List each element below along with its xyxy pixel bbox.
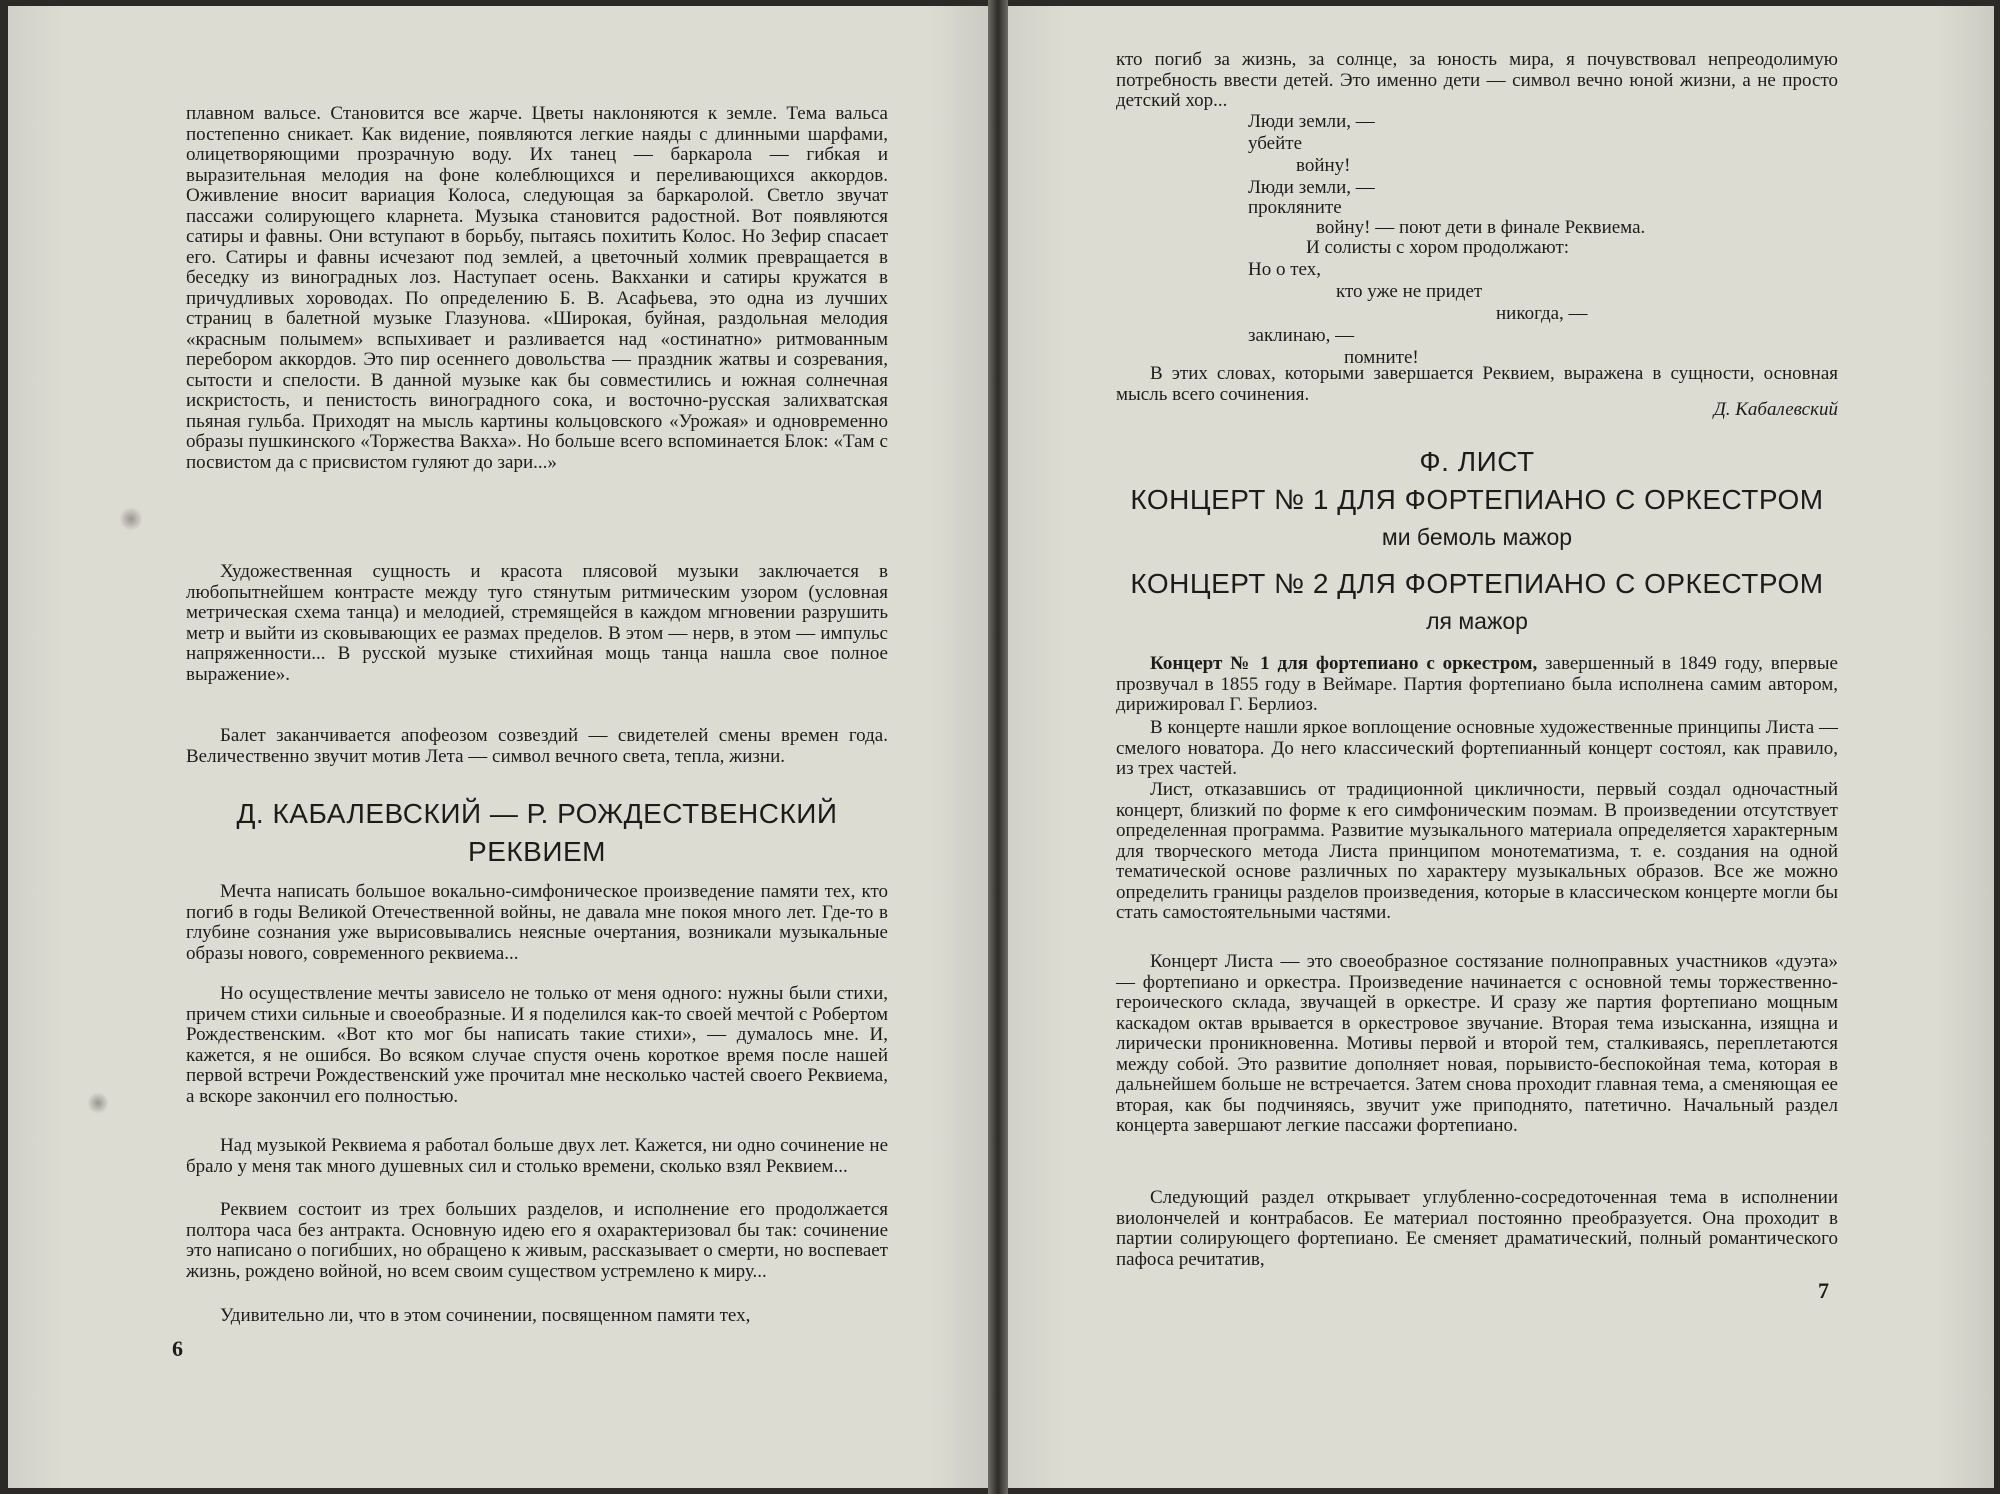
paragraph: Мечта написать большое вокально-симфоническое произведение памяти тех, кто погиб в годы Великой Отечественной войны, не давала мне покоя много лет. Где-то в глубине сознания уже вырисовывались неясные очертания, возникали музыкальные образы нового, современного реквиема... — [186, 881, 888, 964]
paragraph — [1116, 654, 1838, 716]
paragraph: Реквием состоит из трех больших разделов, и исполнение его продолжается полтора часа без антракта. Основную идею его я охарактеризовал бы так: сочинение это написано о погибших, но обращено к живым, рассказывает о смерти, но воспевает жизнь, рождено войной, но всем своим существом устремлено к миру... — [186, 1199, 888, 1282]
verse-line: войну! — [1296, 155, 1351, 176]
verse-line: И солисты с хором продолжают: — [1306, 237, 1570, 258]
paragraph: плавном вальсе. Становится все жарче. Цветы наклоняются к земле. Тема вальса постепенно сникает. Как видение, появляются легкие наяды с длинными шарфами, олицетворяющими прозрачную воду. Их танец — баркарола — гибкая и выразительная мелодия на фоне колеблющихся и переливающихся аккордов. Оживление вносит вариация Колоса, следующая за баркаролой. Светло звучат пассажи солирующего кларнета. Музыка становится радостной. Вот появляются сатиры и фавны. Они вступают в борьбу, пытаясь похитить Колос. Но Зефир спасает его. Сатиры и фавны исчезают под землей, а цветочный холмик превращается в беседку из виноградных лоз. Наступает осень. Вакханки и сатиры кружатся в причудливых хороводах. По определению Б. В. Асафьева, это одна из лучших страниц в балетной музыке Глазунова. «Широкая, буйная, раздольная мелодия «красным полымем» вспыхивает и разливается над «остинатно» ритмованным перебором аккордов. Это пир осеннего довольства — праздник жатвы и созревания, сытости и спелости. В данной музыке как бы совместились и южная солнечная искристость, и пенистость виноградного сока, и восточно-русская залихватская пьяная гульба. Приходят на мысль картины кольцовского «Урожая» и одновременно образы пушкинского «Торжества Вакха». Но больше всего вспоминается Блок: «Там с посвистом да с присвистом гуляют до зари...» — [186, 103, 888, 473]
paragraph: В этих словах, которыми завершается Реквием, выражена в сущности, основная мысль всего сочинения. — [1116, 363, 1838, 405]
verse-line: убейте — [1248, 133, 1303, 154]
paragraph: Балет заканчивается апофеозом созвездий — свидетелей смены времен года. Величественно звучит мотив Лета — символ вечного света, тепла, жизни. — [186, 725, 888, 767]
paragraph: Но осуществление мечты зависело не только от меня одного: нужны были стихи, причем стихи сильные и своеобразные. И я поделился как-то своей мечтой с Робертом Рождественским. «Вот кто мог бы написать такие стихи», — думалось мне. И, кажется, я не ошибся. Во всяком случае спустя очень короткое время после нашей первой встречи Рождественский уже прочитал мне несколько частей своего Реквиема, а вскоре закончил его полностью. — [186, 983, 888, 1107]
left-text-column — [186, 6, 888, 1488]
section-heading: Д. КАБАЛЕВСКИЙ — Р. РОЖДЕСТВЕНСКИЙ — [236, 798, 838, 829]
paragraph: В концерте нашли яркое воплощение основные художественные принципы Листа — смелого новатора. До него классический фортепианный концерт состоял, как правило, из трех частей. — [1116, 717, 1838, 779]
page-number: 6 — [172, 1336, 183, 1361]
right-text-column — [1116, 6, 1838, 1488]
paragraph: кто погиб за жизнь, за солнце, за юность мира, я почувствовал непреодолимую потребность ввести детей. Это именно дети — символ вечно юной жизни, а не просто детский хор... — [1116, 49, 1838, 111]
page-stain — [120, 506, 142, 532]
section-subheading: РЕКВИЕМ — [468, 836, 606, 867]
verse-line: прокляните — [1248, 197, 1342, 218]
verse-line: Люди земли, — — [1248, 177, 1375, 198]
concert2-heading: КОНЦЕРТ № 2 ДЛЯ ФОРТЕПИАНО С ОРКЕСТРОМ — [1130, 568, 1824, 599]
paragraph-text: завершенный в 1849 году, впервые прозвучал в 1855 году в Веймаре. Партия фортепиано была исполнена самим автором, дирижировал Г. Берлиоз. — [1116, 653, 1838, 715]
signature: Д. Кабалевский — [1713, 399, 1838, 420]
verse-line: кто уже не придет — [1336, 281, 1483, 302]
paragraph: Удивительно ли, что в этом сочинении, посвященном памяти тех, — [220, 1305, 751, 1326]
concert2-key: ля мажор — [1426, 608, 1528, 634]
book-spine — [988, 0, 1008, 1494]
concert1-heading: КОНЦЕРТ № 1 ДЛЯ ФОРТЕПИАНО С ОРКЕСТРОМ — [1130, 484, 1824, 515]
concert1-key: ми бемоль мажор — [1381, 524, 1573, 550]
verse-line: Люди земли, — — [1248, 111, 1375, 132]
verse-line: войну! — поют дети в финале Реквиема. — [1316, 217, 1646, 238]
paragraph: Концерт Листа — это своеобразное состязание полноправных участников «дуэта» — фортепиано и оркестра. Произведение начинается с основной темы торжественно-героического склада, звучащей в оркестре. И сразу же партия фортепиано мощным каскадом октав врывается в оркестровое звучание. Вторая тема изысканна, изящна и лирически проникновенна. Мотивы первой и второй тем, сталкиваясь, переплетаются между собой. Это развитие дополняет новая, порывисто-беспокойная тема, которая в дальнейшем больше не встречается. Затем снова проходит главная тема, а сменяющая ее вторая, как бы подчиняясь, звучит уже приподнято, патетично. Начальный раздел концерта завершают легкие пассажи фортепиано. — [1116, 951, 1838, 1136]
paragraph: Над музыкой Реквиема я работал больше двух лет. Кажется, ни одно сочинение не брало у меня так много душевных сил и столько времени, сколько взял Реквием... — [186, 1135, 888, 1177]
left-page — [8, 6, 988, 1488]
composer-heading: Ф. ЛИСТ — [1419, 446, 1535, 477]
verse-line: заклинаю, — — [1248, 325, 1355, 346]
paragraph: Следующий раздел открывает углубленно-сосредоточенная тема в исполнении виолончелей и контрабасов. Ее материал постоянно преобразуется. Она проходит в партии солирующего фортепиано. Ее сменяет драматический, полный романтического пафоса речитатив, — [1116, 1187, 1838, 1270]
bold-lead: Концерт № 1 для фортепиано с оркестром, — [1150, 653, 1538, 674]
paragraph: Лист, отказавшись от традиционной цикличности, первый создал одночастный концерт, близкий по форме к его симфоническим поэмам. В произведении отсутствует определенная программа. Развитие музыкального материала определяется характерным для творческого метода Листа принципом монотематизма, т. е. создания на одной тематической основе различных по характеру музыкальных образов. Все же можно определить границы разделов произведения, которые в классическом концерте могли бы стать самостоятельными частями. — [1116, 779, 1838, 923]
page-number: 7 — [1818, 1278, 1829, 1303]
verse-line: Но о тех, — [1248, 259, 1321, 280]
paragraph: Художественная сущность и красота плясовой музыки заключается в любопытнейшем контрасте между туго стянутым ритмическим узором (условная метрическая схема танца) и мелодией, стремящейся в каждом мгновении разрушить метр и выйти из сковывающих ее размах пределов. В этом — нерв, в этом — импульс напряженности... В русской музыке стихийная мощь танца нашла свое полное выражение». — [186, 561, 888, 685]
right-page — [1008, 6, 1994, 1488]
verse-line: помните! — [1344, 347, 1419, 368]
verse-line: никогда, — — [1496, 303, 1588, 324]
page-stain — [88, 1091, 108, 1115]
